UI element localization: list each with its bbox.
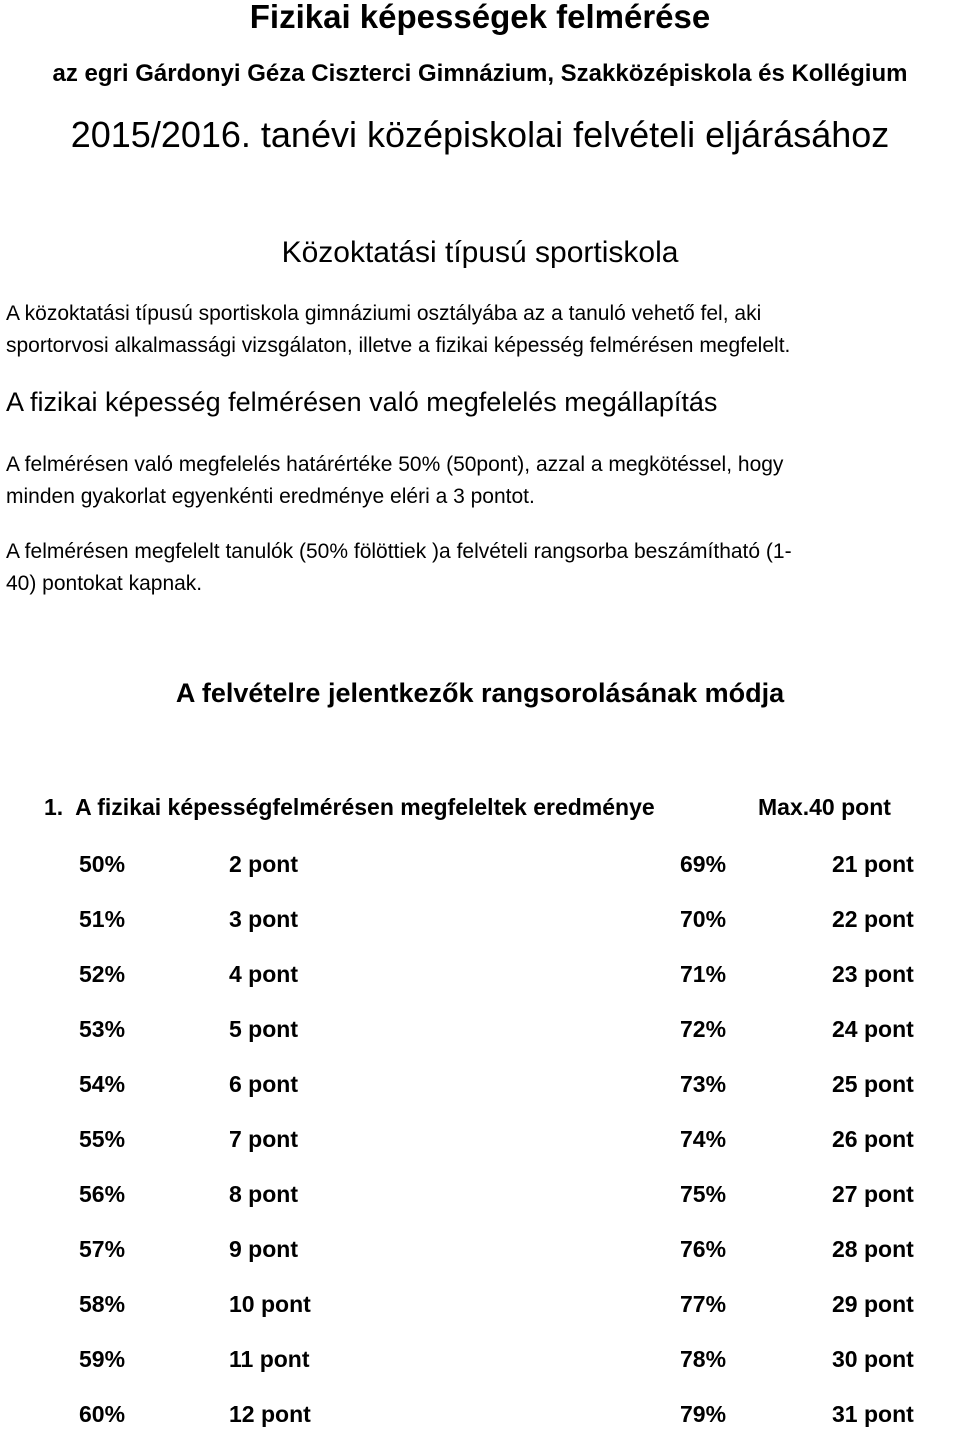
score-row (0, 1291, 960, 1346)
points-cell: 30 pont (832, 1346, 914, 1372)
percent-cell: 79% (680, 1401, 727, 1427)
points-cell: 11 pont (229, 1346, 310, 1372)
points-cell: 2 pont (229, 851, 298, 877)
percent-cell: 52% (79, 961, 126, 987)
paragraph-line: 40) pontokat kapnak. (6, 572, 203, 595)
percent-cell: 71% (680, 961, 727, 987)
points-cell: 21 pont (832, 851, 914, 877)
percent-cell: 60% (79, 1401, 126, 1427)
percent-cell: 53% (79, 1016, 126, 1042)
score-row (0, 851, 960, 906)
percent-cell: 73% (680, 1071, 727, 1097)
score-row (0, 1126, 960, 1181)
section-heading: Közoktatási típusú sportiskola (281, 236, 679, 269)
points-cell: 29 pont (832, 1291, 914, 1317)
score-row (0, 906, 960, 961)
percent-cell: 72% (680, 1016, 727, 1042)
percent-cell: 70% (680, 906, 727, 932)
megfeleles-heading: A fizikai képesség felmérésen való megfelelés megállapítás (6, 387, 718, 417)
points-cell: 27 pont (832, 1181, 914, 1207)
percent-cell: 54% (79, 1071, 126, 1097)
paragraph-line: minden gyakorlat egyenkénti eredménye eléri a 3 pontot. (6, 485, 535, 508)
points-cell: 4 pont (229, 961, 298, 987)
points-cell: 23 pont (832, 961, 914, 987)
page-title: Fizikai képességek felmérése (249, 0, 711, 35)
percent-cell: 78% (680, 1346, 727, 1372)
points-cell: 10 pont (229, 1291, 311, 1317)
score-row (0, 1181, 960, 1236)
criterion-max: Max.40 pont (758, 794, 891, 820)
score-row (0, 1071, 960, 1126)
pontok-paragraph (6, 536, 792, 600)
percent-cell: 76% (680, 1236, 727, 1262)
score-row (0, 1016, 960, 1071)
points-cell: 8 pont (229, 1181, 298, 1207)
percent-cell: 75% (680, 1181, 727, 1207)
points-cell: 31 pont (832, 1401, 914, 1427)
rangsor-heading: A felvételre jelentkezők rangsorolásának módja (175, 678, 785, 708)
sportiskola-paragraph (6, 298, 790, 362)
percent-cell: 58% (79, 1291, 126, 1317)
points-cell: 12 pont (229, 1401, 311, 1427)
year-subtitle: 2015/2016. tanévi középiskolai felvételi eljárásához (70, 114, 890, 155)
percent-cell: 51% (79, 906, 126, 932)
percent-cell: 74% (680, 1126, 727, 1152)
hatarertek-paragraph (6, 449, 783, 513)
percent-cell: 56% (79, 1181, 126, 1207)
points-cell: 5 pont (229, 1016, 298, 1042)
percent-cell: 69% (680, 851, 727, 877)
points-cell: 24 pont (832, 1016, 914, 1042)
points-cell: 25 pont (832, 1071, 914, 1097)
percent-cell: 50% (79, 851, 126, 877)
percent-cell: 57% (79, 1236, 126, 1262)
score-row (0, 961, 960, 1016)
points-cell: 6 pont (229, 1071, 298, 1097)
paragraph-line: sportorvosi alkalmassági vizsgálaton, illetve a fizikai képesség felmérésen megfelelt. (6, 334, 791, 357)
paragraph-line: A felmérésen megfelelt tanulók (50% fölöttiek )a felvételi rangsorba beszámítható (1- (6, 540, 792, 563)
points-cell: 7 pont (229, 1126, 298, 1152)
points-cell: 22 pont (832, 906, 914, 932)
percent-cell: 77% (680, 1291, 727, 1317)
percent-cell: 59% (79, 1346, 126, 1372)
school-subtitle: az egri Gárdonyi Géza Ciszterci Gimnázium, Szakközépiskola és Kollégium (52, 60, 908, 87)
percent-cell: 55% (79, 1126, 126, 1152)
points-cell: 26 pont (832, 1126, 914, 1152)
paragraph-line: A felmérésen való megfelelés határértéke 50% (50pont), azzal a megkötéssel, hogy (6, 453, 784, 476)
points-cell: 3 pont (229, 906, 298, 932)
score-row (0, 1401, 960, 1456)
score-row (0, 1236, 960, 1291)
paragraph-line: A közoktatási típusú sportiskola gimnáziumi osztályába az a tanuló vehető fel, aki (6, 302, 762, 325)
criterion-label: 1. A fizikai képességfelmérésen megfeleltek eredménye (44, 794, 655, 820)
points-cell: 9 pont (229, 1236, 298, 1262)
score-row (0, 1346, 960, 1401)
points-cell: 28 pont (832, 1236, 914, 1262)
